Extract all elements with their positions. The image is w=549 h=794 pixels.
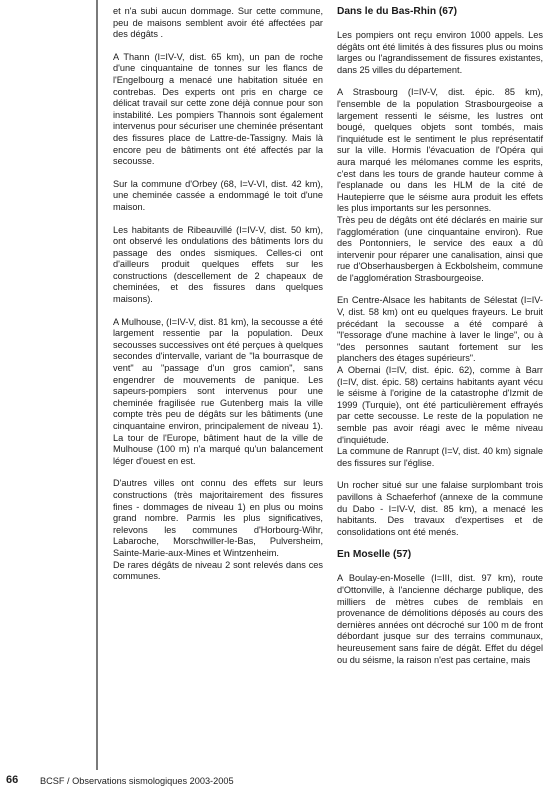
paragraph: D'autres villes ont connu des effets sur leurs constructions (très majoritairement des fissures fines - dommages de niveau 1) en plus ou moins grand nombre. Parmis les plus significatives, relevons les communes d'Horbourg-Wihr, Labaroche, Morschwiller-le-Bas, Pulversheim, Sainte-Marie-aux-Mines et Wintzenheim. <box>113 478 323 558</box>
left-column <box>113 6 323 594</box>
paragraph: Très peu de dégâts ont été déclarés en mairie sur l'agglomération (une cinquantaine environ). Rue des Pontonniers, le service des eaux a dû intervenir pour réparer une canalisation, ainsi que rue d'Obserhausbergen à Eckbolsheim, commune de l'agglomération Strasbourgeoise. <box>337 214 543 283</box>
section-heading-moselle: En Moselle (57) <box>337 549 412 561</box>
paragraph: Les habitants de Ribeauvillé (I=IV-V, dist. 50 km), ont observé les ondulations des bâtiments lors du passage des ondes sismiques. Celles-ci ont d'ailleurs produit quelques effets sur les constructions (descellement de 2 chapeaux de cheminées, et des fissures dans quelques maisons). <box>113 224 323 305</box>
paragraph: A Strasbourg (I=IV-V, dist. épic. 85 km), l'ensemble de la population Strasbourgeoise a largement ressenti le séisme, les lustres ont bougé, quelques objets sont tombés, mais l'inquiétude est le sentiment le plus représentatif sur la ville. Hormis l'évacuation de l'Opéra qui aura marqué les mélomanes comme les esprits, c'est dans les tours de grande hauteur comme à l'esplanade ou dans les HLM de la cité de Hautepierre que le séisme aura produit les effets les plus importants sur les personnes. <box>337 87 543 214</box>
paragraph: A Mulhouse, (I=IV-V, dist. 81 km), la secousse a été largement ressentie par la population. Deux secousses successives ont été perçues à quelques secondes d'intervalle, variant de "la bourrasque de vent" au "passage d'un gros camion", sans engendrer de mouvements de panique. Les sapeurs-pompiers sont intervenus pour une cheminée fragilisée rue Gutenberg mais la ville compte très peu de dégâts sur les bâtiments (une cinquantaine environ, principalement de niveau 1). La tour de l'Europe, bâtiment haut de la ville de Mulhouse (100 m) n'a marqué qu'un balancement léger d'ouest en est. <box>113 316 323 466</box>
paragraph: Un rocher situé sur une falaise surplombant trois pavillons à Schaeferhof (annexe de la commune du Dabo - I=IV-V, dist. 85 km), a menacé les habitants. Des travaux d'expertises et de consolidations ont été menés. <box>337 480 543 537</box>
paragraph: A Thann (I=IV-V, dist. 65 km), un pan de roche d'une cinquantaine de tonnes sur les flancs de l'Engelbourg a menacé une habitation située en contrebas. Des experts ont pris en charge ce délicat travail sur cette zone déjà connue pour son instabilité. Les pompiers Thannois sont également intervenus pour sécuriser une cheminée présentant des fissures place de Lattre-de-Tassigny. Mais là encore peu de bâtiments ont été affectés par la secousse. <box>113 51 323 167</box>
margin-rule <box>96 0 98 770</box>
paragraph: A Boulay-en-Moselle (I=III, dist. 97 km), route d'Ottonville, à l'ancienne décharge publique, des milliers de mètres cubes de remblais en provenance de démolitions déposés au cours des dernières années ont décroché sur 100 m de front débordant jusque sur des terrains communaux, heureusement sans faire de dégât. Effet du dégel ou du séisme, la raison n'est pas certaine, mais <box>337 573 543 665</box>
section-heading-bas-rhin: Dans le du Bas-Rhin (67) <box>337 6 458 17</box>
paragraph: et n'a subi aucun dommage. Sur cette commune, peu de maisons semblent avoir été affectées par des dégâts . <box>113 6 323 40</box>
paragraph: En Centre-Alsace les habitants de Sélestat (I=IV-V, dist. 58 km) ont eu quelques frayeurs. Le bruit précédant la secousse a été comparé à "l'essorage d'une machine à laver le linge", ou à "des personnes sautant fortement sur les planchers des étages supérieurs". <box>337 295 543 364</box>
page-footer <box>0 774 549 788</box>
page-number: 66 <box>6 774 19 786</box>
paragraph: La commune de Ranrupt (I=V, dist. 40 km) signale des fissures sur l'église. <box>337 446 543 468</box>
paragraph: Les pompiers ont reçu environ 1000 appels. Les dégâts ont été limités à des fissures plus ou moins larges ou l'agrandissement de fissures existantes, dans 25 villes du département. <box>337 30 543 75</box>
publication-title: BCSF / Observations sismologiques 2003-2005 <box>40 776 234 786</box>
right-column <box>337 6 543 677</box>
paragraph: A Obernai (I=IV, dist. épic. 62), comme à Barr (I=IV, dist. épic. 58) certains habitants ayant vécu le séisme à l'origine de la catastrophe d'Izmit de 1999 (Turquie), ont été particulièrement effrayés par cette secousse. Le reste de la population ne semble pas avoir réagi avec le même niveau d'inquiétude. <box>337 365 543 445</box>
paragraph: De rares dégâts de niveau 2 sont relevés dans ces communes. <box>113 559 323 582</box>
paragraph: Sur la commune d'Orbey (68, I=V-VI, dist. 42 km), une cheminée cassée a endommagé le toit d'une maison. <box>113 178 323 212</box>
